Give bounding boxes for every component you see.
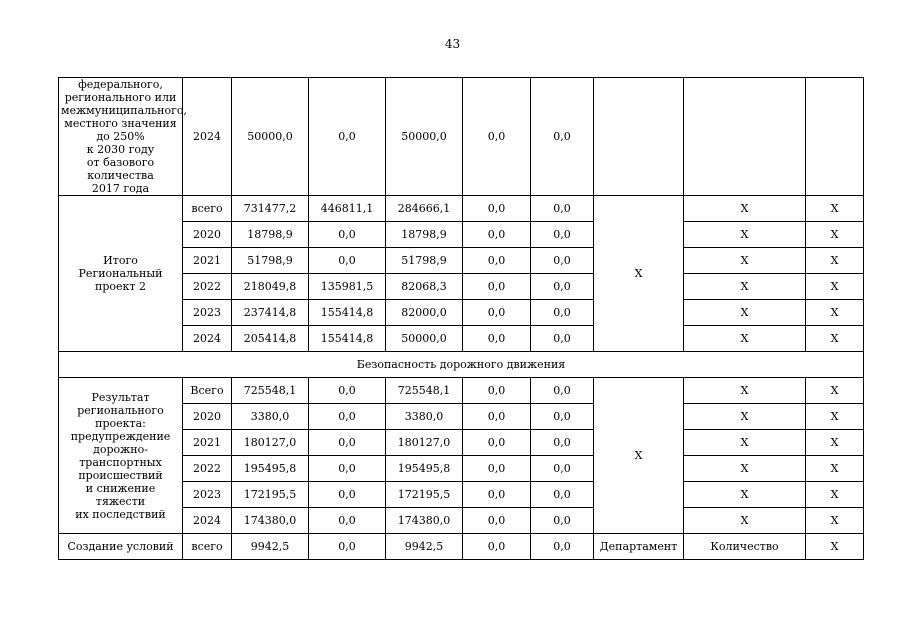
group-label-cell: Результат регионального проекта: предупреждение дорожно- транспортных происшествий и снижение тяжести их последствий — [59, 378, 183, 534]
mark-cell: Х — [806, 508, 864, 534]
federal-budget-cell: 0,0 — [309, 534, 386, 560]
extrabudget-cell: 0,0 — [531, 222, 594, 248]
regional-budget-cell: 174380,0 — [386, 508, 463, 534]
federal-budget-cell: 135981,5 — [309, 274, 386, 300]
extrabudget-cell: 0,0 — [531, 430, 594, 456]
table-body — [59, 78, 864, 560]
regional-budget-cell: 50000,0 — [386, 78, 463, 196]
table-row — [59, 534, 864, 560]
budget-table — [58, 77, 864, 560]
extrabudget-cell: 0,0 — [531, 482, 594, 508]
local-budget-cell: 0,0 — [463, 274, 531, 300]
mark-cell: Х — [806, 404, 864, 430]
mark-cell — [806, 78, 864, 196]
extrabudget-cell: 0,0 — [531, 300, 594, 326]
federal-budget-cell: 155414,8 — [309, 300, 386, 326]
row-description-cell: Создание условий — [59, 534, 183, 560]
mark-cell: Х — [806, 248, 864, 274]
table-row — [59, 378, 864, 404]
extrabudget-cell: 0,0 — [531, 404, 594, 430]
total-amount-cell: 731477,2 — [232, 196, 309, 222]
regional-budget-cell: 82000,0 — [386, 300, 463, 326]
indicator-mark-cell: Х — [684, 300, 806, 326]
regional-budget-cell: 180127,0 — [386, 430, 463, 456]
mark-cell: Х — [806, 534, 864, 560]
total-amount-cell: 218049,8 — [232, 274, 309, 300]
indicator-cell: Количество — [684, 534, 806, 560]
regional-budget-cell: 18798,9 — [386, 222, 463, 248]
mark-cell: Х — [806, 300, 864, 326]
federal-budget-cell: 0,0 — [309, 404, 386, 430]
regional-budget-cell: 82068,3 — [386, 274, 463, 300]
indicator-mark-cell: Х — [684, 326, 806, 352]
total-amount-cell: 50000,0 — [232, 78, 309, 196]
indicator-mark-cell: Х — [684, 430, 806, 456]
local-budget-cell: 0,0 — [463, 456, 531, 482]
indicator-cell — [684, 78, 806, 196]
table-row — [59, 78, 864, 196]
mark-cell: Х — [806, 196, 864, 222]
year-cell: 2024 — [183, 508, 232, 534]
year-cell: всего — [183, 534, 232, 560]
indicator-mark-cell: Х — [684, 482, 806, 508]
year-cell: 2021 — [183, 430, 232, 456]
local-budget-cell: 0,0 — [463, 378, 531, 404]
regional-budget-cell: 725548,1 — [386, 378, 463, 404]
local-budget-cell: 0,0 — [463, 222, 531, 248]
extrabudget-cell: 0,0 — [531, 274, 594, 300]
federal-budget-cell: 0,0 — [309, 508, 386, 534]
extrabudget-cell: 0,0 — [531, 326, 594, 352]
total-amount-cell: 9942,5 — [232, 534, 309, 560]
regional-budget-cell: 172195,5 — [386, 482, 463, 508]
regional-budget-cell: 284666,1 — [386, 196, 463, 222]
local-budget-cell: 0,0 — [463, 326, 531, 352]
extrabudget-cell: 0,0 — [531, 456, 594, 482]
extrabudget-cell: 0,0 — [531, 196, 594, 222]
total-amount-cell: 725548,1 — [232, 378, 309, 404]
total-amount-cell: 237414,8 — [232, 300, 309, 326]
federal-budget-cell: 0,0 — [309, 378, 386, 404]
regional-budget-cell: 195495,8 — [386, 456, 463, 482]
federal-budget-cell: 446811,1 — [309, 196, 386, 222]
year-cell: 2024 — [183, 78, 232, 196]
local-budget-cell: 0,0 — [463, 78, 531, 196]
federal-budget-cell: 0,0 — [309, 456, 386, 482]
extrabudget-cell: 0,0 — [531, 508, 594, 534]
local-budget-cell: 0,0 — [463, 430, 531, 456]
row-description-cell: федерального, регионального или межмуниципального, местного значения до 250% к 2030 году от базового количества 2017 года — [59, 78, 183, 196]
section-row — [59, 352, 864, 378]
indicator-mark-cell: Х — [684, 378, 806, 404]
year-cell: 2020 — [183, 404, 232, 430]
mark-cell: Х — [806, 482, 864, 508]
federal-budget-cell: 155414,8 — [309, 326, 386, 352]
local-budget-cell: 0,0 — [463, 534, 531, 560]
year-cell: 2023 — [183, 300, 232, 326]
total-amount-cell: 195495,8 — [232, 456, 309, 482]
year-cell: 2022 — [183, 456, 232, 482]
table-row — [59, 196, 864, 222]
total-amount-cell: 18798,9 — [232, 222, 309, 248]
local-budget-cell: 0,0 — [463, 248, 531, 274]
total-amount-cell: 3380,0 — [232, 404, 309, 430]
year-cell: 2020 — [183, 222, 232, 248]
indicator-mark-cell: Х — [684, 222, 806, 248]
indicator-mark-cell: Х — [684, 248, 806, 274]
page-number: 43 — [444, 37, 461, 51]
total-amount-cell: 205414,8 — [232, 326, 309, 352]
indicator-mark-cell: Х — [684, 196, 806, 222]
year-cell: всего — [183, 196, 232, 222]
mark-cell: Х — [806, 378, 864, 404]
indicator-mark-cell: Х — [684, 274, 806, 300]
executor-cell — [594, 78, 684, 196]
total-amount-cell: 172195,5 — [232, 482, 309, 508]
group-label-cell: Итого Региональный проект 2 — [59, 196, 183, 352]
mark-cell: Х — [806, 430, 864, 456]
section-title: Безопасность дорожного движения — [59, 352, 864, 378]
mark-cell: Х — [806, 222, 864, 248]
indicator-mark-cell: Х — [684, 404, 806, 430]
regional-budget-cell: 50000,0 — [386, 326, 463, 352]
federal-budget-cell: 0,0 — [309, 78, 386, 196]
total-amount-cell: 174380,0 — [232, 508, 309, 534]
executor-cell: Департамент — [594, 534, 684, 560]
total-amount-cell: 51798,9 — [232, 248, 309, 274]
regional-budget-cell: 9942,5 — [386, 534, 463, 560]
regional-budget-cell: 51798,9 — [386, 248, 463, 274]
federal-budget-cell: 0,0 — [309, 222, 386, 248]
federal-budget-cell: 0,0 — [309, 430, 386, 456]
year-cell: 2024 — [183, 326, 232, 352]
federal-budget-cell: 0,0 — [309, 482, 386, 508]
extrabudget-cell: 0,0 — [531, 534, 594, 560]
indicator-mark-cell: Х — [684, 508, 806, 534]
extrabudget-cell: 0,0 — [531, 378, 594, 404]
mark-cell: Х — [806, 456, 864, 482]
year-cell: 2022 — [183, 274, 232, 300]
local-budget-cell: 0,0 — [463, 482, 531, 508]
mark-cell: Х — [806, 274, 864, 300]
federal-budget-cell: 0,0 — [309, 248, 386, 274]
regional-budget-cell: 3380,0 — [386, 404, 463, 430]
year-cell: 2021 — [183, 248, 232, 274]
extrabudget-cell: 0,0 — [531, 248, 594, 274]
local-budget-cell: 0,0 — [463, 300, 531, 326]
executor-mark-cell: Х — [594, 196, 684, 352]
executor-mark-cell: Х — [594, 378, 684, 534]
extrabudget-cell: 0,0 — [531, 78, 594, 196]
local-budget-cell: 0,0 — [463, 508, 531, 534]
year-cell: Всего — [183, 378, 232, 404]
total-amount-cell: 180127,0 — [232, 430, 309, 456]
indicator-mark-cell: Х — [684, 456, 806, 482]
mark-cell: Х — [806, 326, 864, 352]
local-budget-cell: 0,0 — [463, 404, 531, 430]
year-cell: 2023 — [183, 482, 232, 508]
local-budget-cell: 0,0 — [463, 196, 531, 222]
